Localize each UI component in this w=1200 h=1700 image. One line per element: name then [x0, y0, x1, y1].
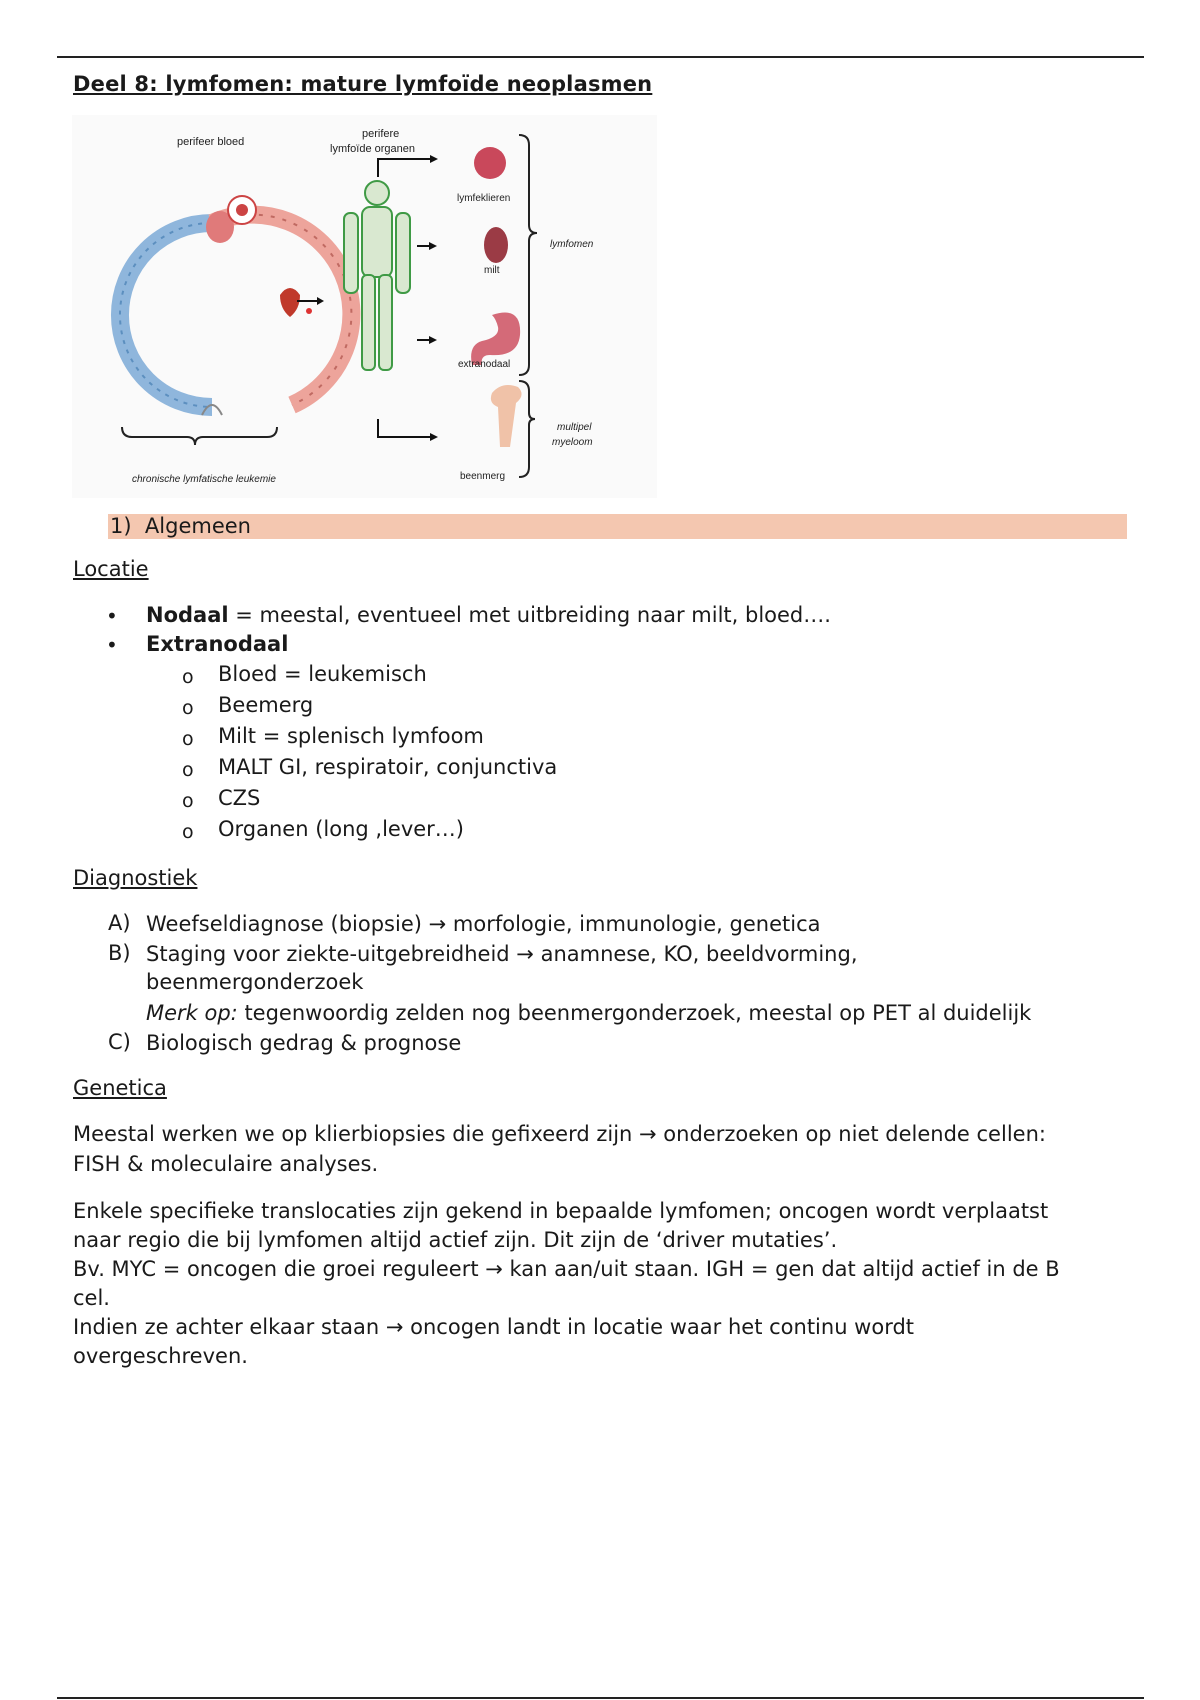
label-beenmerg: beenmerg: [460, 471, 506, 482]
label-multipel-2: myeloom: [552, 437, 593, 448]
locatie-item-extranodaal: Extranodaal: [146, 632, 289, 656]
sub-marker: o: [182, 759, 194, 781]
sub-marker: o: [182, 728, 194, 750]
section-algemeen-band: [108, 514, 1127, 539]
bullet-marker: •: [106, 604, 118, 628]
label-cll: chronische lymfatische leukemie: [132, 474, 276, 485]
label-perifere-1: perifere: [362, 128, 400, 140]
label-perifeer-bloed: perifeer bloed: [177, 136, 245, 148]
bottom-rule: [57, 1697, 1144, 1699]
diagnostiek-item: Biologisch gedrag & prognose: [146, 1031, 462, 1055]
genetica-heading: Genetica: [73, 1076, 167, 1100]
bullet-marker: •: [106, 633, 118, 657]
spleen-icon: [484, 227, 508, 263]
locatie-item-nodaal: Nodaal = meestal, eventueel met uitbreiding naar milt, bloed….: [146, 603, 831, 627]
sub-marker: o: [182, 666, 194, 688]
diagnostiek-item: Staging voor ziekte-uitgebreidheid → anamnese, KO, beeldvorming,: [146, 942, 858, 966]
top-rule: [57, 56, 1144, 58]
label-multipel-1: multipel: [557, 422, 592, 433]
sub-marker: o: [182, 790, 194, 812]
locatie-sub-item: Beemerg: [218, 693, 314, 717]
sub-marker: o: [182, 697, 194, 719]
locatie-sub-item: CZS: [218, 786, 261, 810]
genetica-p2-line: naar regio die bij lymfomen altijd actief zijn. Dit zijn de ‘driver mutaties’.: [73, 1228, 838, 1252]
locatie-sub-item: Organen (long ,lever…): [218, 817, 465, 841]
lymph-node-icon: [474, 147, 506, 179]
genetica-p1-line: Meestal werken we op klierbiopsies die gefixeerd zijn → onderzoeken op niet delende cellen:: [73, 1122, 1046, 1146]
label-extranodaal: extranodaal: [458, 359, 511, 370]
diagnostiek-label: B): [108, 941, 131, 965]
page-title: Deel 8: lymfomen: mature lymfoïde neoplasmen: [73, 72, 653, 96]
diagnostiek-note: Merk op: tegenwoordig zelden nog beenmergonderzoek, meestal op PET al duidelijk: [146, 1001, 1032, 1025]
diagnostiek-label: A): [108, 911, 131, 935]
label-lymfeklieren: lymfeklieren: [457, 193, 511, 204]
label-milt: milt: [484, 265, 500, 276]
genetica-p1-line: FISH & moleculaire analyses.: [73, 1152, 379, 1176]
diagnostiek-label: C): [108, 1030, 131, 1054]
section-algemeen-title: 1) Algemeen: [110, 514, 251, 538]
figure-svg: [72, 115, 657, 498]
genetica-p2-line: overgeschreven.: [73, 1344, 248, 1368]
label-lymfomen: lymfomen: [550, 239, 594, 250]
locatie-sub-item: Milt = splenisch lymfoom: [218, 724, 484, 748]
diagnostiek-heading: Diagnostiek: [73, 866, 198, 890]
sub-marker: o: [182, 821, 194, 843]
lymphoma-figure: [72, 115, 657, 498]
genetica-p2-line: Indien ze achter elkaar staan → oncogen landt in locatie waar het continu wordt: [73, 1315, 915, 1339]
locatie-sub-item: Bloed = leukemisch: [218, 662, 427, 686]
locatie-sub-item: MALT GI, respiratoir, conjunctiva: [218, 755, 558, 779]
locatie-heading: Locatie: [73, 557, 149, 581]
genetica-p2-line: cel.: [73, 1286, 110, 1310]
diagnostiek-item: Weefseldiagnose (biopsie) → morfologie, immunologie, genetica: [146, 912, 821, 936]
diagnostiek-item-cont: beenmergonderzoek: [146, 970, 364, 994]
label-perifere-2: lymfoïde organen: [330, 143, 415, 155]
genetica-p2-line: Bv. MYC = oncogen die groei reguleert → kan aan/uit staan. IGH = gen dat altijd actief in de B: [73, 1257, 1060, 1281]
genetica-p2-line: Enkele specifieke translocaties zijn gekend in bepaalde lymfomen; oncogen wordt verplaatst: [73, 1199, 1049, 1223]
